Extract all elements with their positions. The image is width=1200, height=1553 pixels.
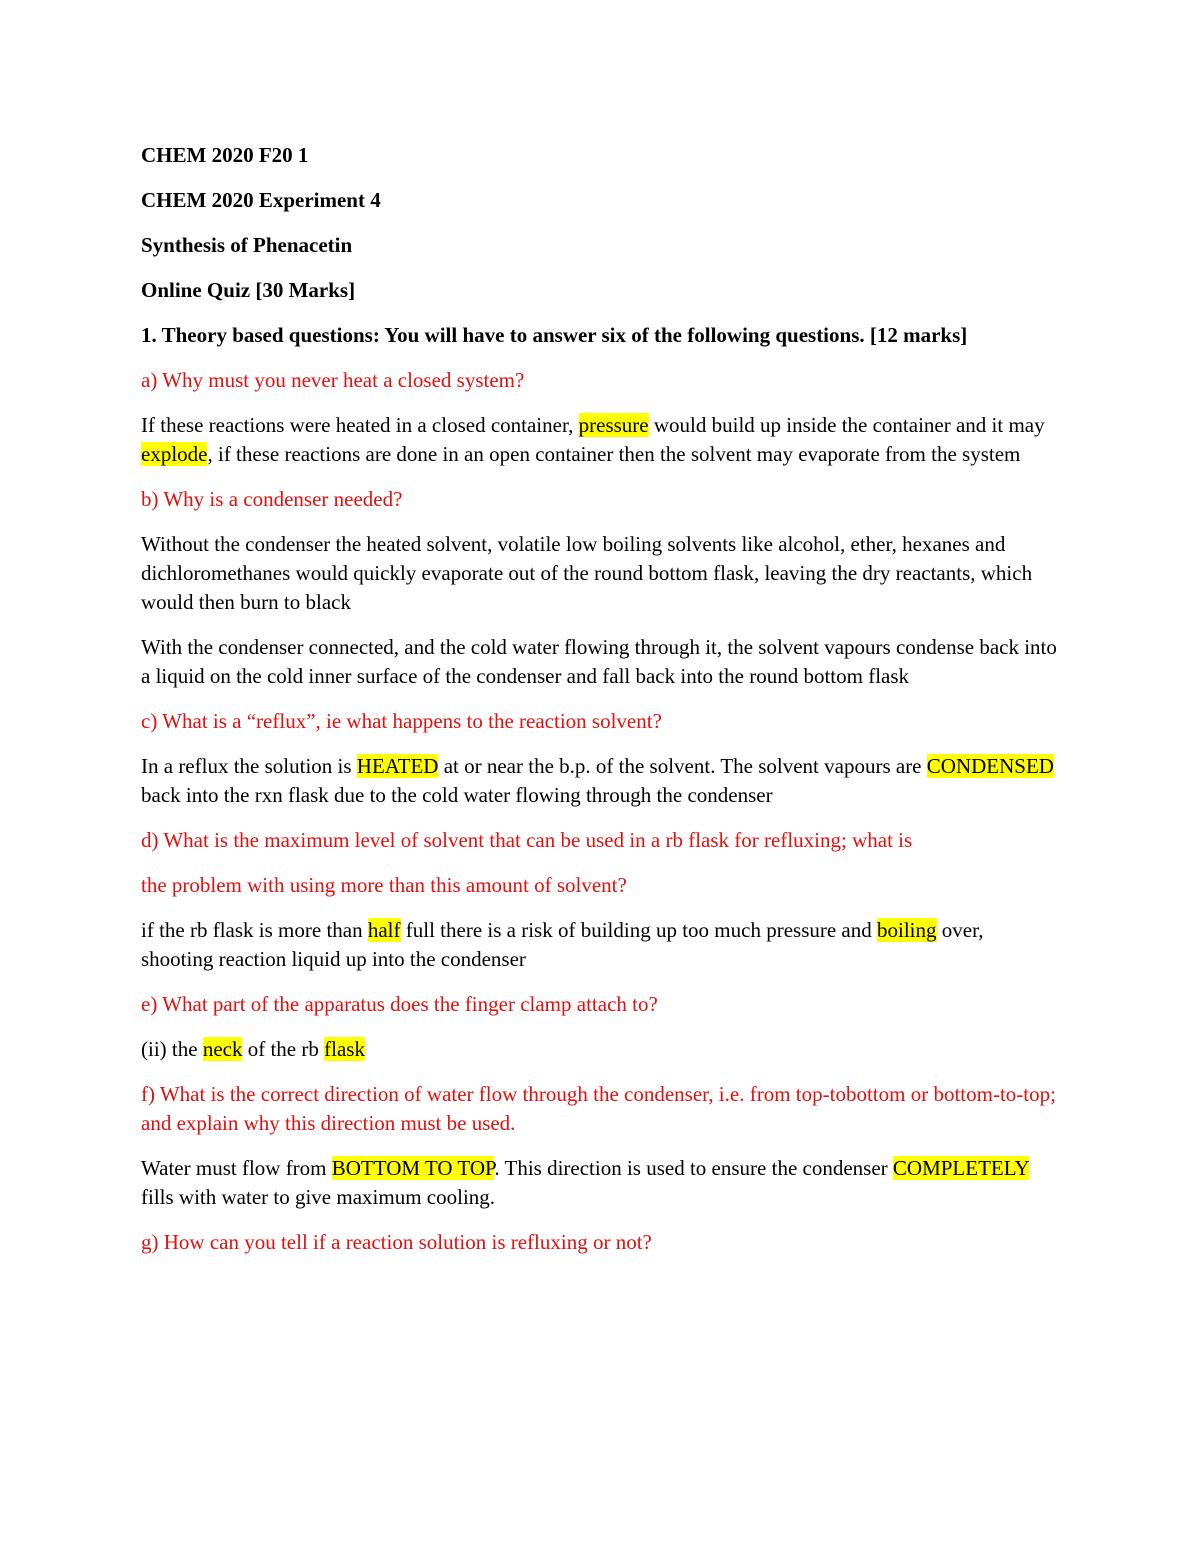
question-d-line-2: the problem with using more than this amount of solvent? [141, 873, 627, 897]
course-code-heading: CHEM 2020 F20 1 [141, 143, 309, 167]
highlighted-term: HEATED [356, 754, 439, 778]
highlighted-term: COMPLETELY [892, 1156, 1029, 1180]
answer-text: , if these reactions are done in an open container then the solvent may evaporate from the system [207, 442, 1021, 466]
answer-text: Water must flow from [141, 1156, 332, 1180]
document-body [141, 141, 1061, 1273]
answer-b-paragraph-2: With the condenser connected, and the cold water flowing through it, the solvent vapours condense back into a liquid on the cold inner surface of the condenser and fall back into the round bottom flask [141, 635, 1057, 688]
highlighted-term: BOTTOM TO TOP [331, 1156, 495, 1180]
highlighted-term: explode [141, 442, 208, 466]
answer-text: would build up inside the container and it may [648, 413, 1045, 437]
question-c: c) What is a “reflux”, ie what happens to the reaction solvent? [141, 709, 662, 733]
experiment-heading: CHEM 2020 Experiment 4 [141, 188, 381, 212]
highlighted-term: pressure [578, 413, 649, 437]
section-heading: 1. Theory based questions: You will have to answer six of the following questions. [12 marks] [141, 323, 968, 347]
highlighted-term: flask [324, 1037, 365, 1061]
answer-b-paragraph-1: Without the condenser the heated solvent, volatile low boiling solvents like alcohol, ether, hexanes and dichloromethanes would quickly evaporate out of the round bottom flask, leaving the dry reactants, which would then burn to black [141, 532, 1033, 614]
answer-text: If these reactions were heated in a closed container, [141, 413, 579, 437]
question-a: a) Why must you never heat a closed system? [141, 368, 525, 392]
answer-f [141, 1154, 1061, 1212]
answer-text: full there is a risk of building up too much pressure and [400, 918, 878, 942]
answer-text: . This direction is used to ensure the condenser [494, 1156, 893, 1180]
answer-d [141, 916, 1061, 974]
highlighted-term: CONDENSED [926, 754, 1054, 778]
answer-text: fills with water to give maximum cooling. [141, 1185, 496, 1209]
answer-text: if the rb flask is more than [141, 918, 368, 942]
question-g: g) How can you tell if a reaction solution is refluxing or not? [141, 1230, 652, 1254]
answer-c [141, 752, 1061, 810]
answer-text: of the rb [242, 1037, 325, 1061]
highlighted-term: half [367, 918, 401, 942]
experiment-title: Synthesis of Phenacetin [141, 233, 353, 257]
quiz-heading: Online Quiz [30 Marks] [141, 278, 356, 302]
answer-e [141, 1035, 1061, 1064]
answer-a [141, 411, 1061, 469]
question-d-line-1: d) What is the maximum level of solvent that can be used in a rb flask for refluxing; what is [141, 828, 913, 852]
question-e: e) What part of the apparatus does the finger clamp attach to? [141, 992, 658, 1016]
answer-text: back into the rxn flask due to the cold water flowing through the condenser [141, 783, 773, 807]
highlighted-term: boiling [877, 918, 937, 942]
answer-text: at or near the b.p. of the solvent. The solvent vapours are [438, 754, 927, 778]
answer-text: (ii) the [141, 1037, 203, 1061]
question-f: f) What is the correct direction of water flow through the condenser, i.e. from top-tobottom or bottom-to-top; and explain why this direction must be used. [141, 1082, 1056, 1135]
answer-text: In a reflux the solution is [141, 754, 357, 778]
highlighted-term: neck [202, 1037, 243, 1061]
answer-text: over, shooting reaction liquid up into the condenser [141, 918, 984, 971]
question-b: b) Why is a condenser needed? [141, 487, 403, 511]
